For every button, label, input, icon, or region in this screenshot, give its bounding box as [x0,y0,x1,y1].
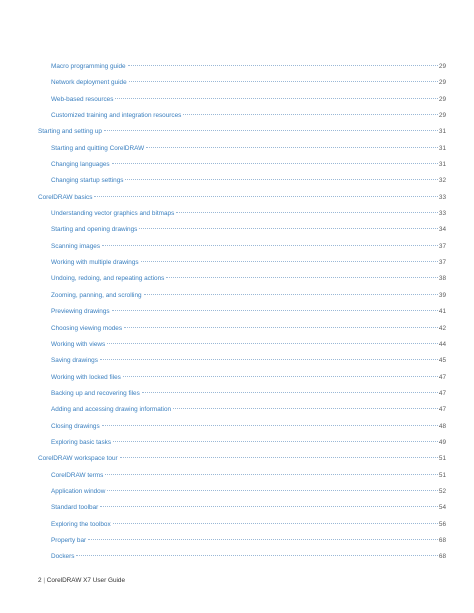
toc-entry-page-number[interactable]: 56 [438,520,446,528]
dot-leader [173,408,438,409]
toc-entry[interactable] [0,222,474,238]
toc-entry-title[interactable]: Working with views [51,340,106,348]
toc-entry[interactable] [0,419,474,435]
toc-entry-title[interactable]: Application window [51,487,106,495]
toc-entry-title[interactable]: Undoing, redoing, and repeating actions [51,275,165,283]
toc-entry[interactable] [0,500,474,516]
toc-entry-page-number[interactable]: 45 [438,357,446,365]
toc-entry-page-number[interactable]: 29 [438,95,446,103]
toc-entry[interactable] [0,271,474,287]
toc-entry-page-number[interactable]: 31 [438,144,446,152]
toc-entry-page-number[interactable]: 29 [438,112,446,120]
toc-entry-title[interactable]: Web-based resources [51,95,114,103]
footer-document-title: CorelDRAW X7 User Guide [46,577,126,584]
dot-leader [112,310,438,311]
toc-entry-page-number[interactable]: 68 [438,553,446,561]
dot-leader [76,555,437,556]
toc-entry-page-number[interactable]: 32 [438,177,446,185]
toc-entry-page-number[interactable]: 54 [438,504,446,512]
toc-entry[interactable] [0,304,474,320]
toc-entry-page-number[interactable]: 51 [438,471,446,479]
toc-entry[interactable] [0,108,474,124]
toc-entry[interactable] [0,59,474,75]
toc-entry[interactable] [0,173,474,189]
toc-entry[interactable] [0,353,474,369]
toc-entry-title[interactable]: Zooming, panning, and scrolling [51,291,142,299]
toc-entry[interactable] [0,370,474,386]
dot-leader [124,327,438,328]
toc-entry[interactable] [0,533,474,549]
toc-entry-title[interactable]: Scanning images [51,242,101,250]
toc-entry[interactable] [0,549,474,565]
toc-section-entry[interactable] [0,124,474,140]
dot-leader [88,539,438,540]
toc-entry-page-number[interactable]: 68 [438,536,446,544]
toc-entry-page-number[interactable]: 33 [438,193,446,201]
toc-entry[interactable] [0,337,474,353]
toc-entry-page-number[interactable]: 52 [438,487,446,495]
toc-entry-title[interactable]: Adding and accessing drawing information [51,406,172,414]
toc-entry[interactable] [0,386,474,402]
toc-entry-title[interactable]: Working with multiple drawings [51,259,139,267]
toc-entry-page-number[interactable]: 42 [438,324,446,332]
dot-leader [100,506,438,507]
footer-page-number: 2 [38,577,42,584]
toc-entry-title[interactable]: Network deployment guide [51,79,127,87]
toc-entry-title[interactable]: CorelDRAW workspace tour [38,455,118,463]
toc-entry-title[interactable]: Saving drawings [51,357,98,365]
dot-leader [113,523,438,524]
toc-entry-page-number[interactable]: 39 [438,291,446,299]
toc-entry-page-number[interactable]: 44 [438,340,446,348]
toc-entry-page-number[interactable]: 37 [438,259,446,267]
toc-entry[interactable] [0,435,474,451]
dot-leader [100,359,438,360]
toc-entry-page-number[interactable]: 41 [438,308,446,316]
dot-leader [142,392,438,393]
toc-entry-page-number[interactable]: 38 [438,275,446,283]
toc-entry[interactable] [0,92,474,108]
dot-leader [102,245,438,246]
toc-entry-title[interactable]: CorelDRAW basics [38,193,93,201]
footer-separator: | [43,577,46,584]
toc-entry-title[interactable]: Working with locked files [51,373,121,381]
toc-entry-title[interactable]: Choosing viewing modes [51,324,123,332]
dot-leader [139,228,438,229]
toc-entry-page-number[interactable]: 31 [438,161,446,169]
toc-entry[interactable] [0,206,474,222]
table-of-contents [0,59,474,566]
toc-entry-page-number[interactable]: 37 [438,242,446,250]
dot-leader [128,65,438,66]
toc-entry-title[interactable]: Starting and setting up [38,128,102,136]
toc-entry[interactable] [0,75,474,91]
dot-leader [94,196,437,197]
toc-entry[interactable] [0,141,474,157]
dot-leader [107,490,438,491]
toc-entry[interactable] [0,255,474,271]
toc-entry[interactable] [0,484,474,500]
toc-entry-title[interactable]: CorelDRAW terms [51,471,104,479]
toc-entry[interactable] [0,157,474,173]
toc-entry-page-number[interactable]: 31 [438,128,446,136]
toc-entry[interactable] [0,517,474,533]
toc-entry-page-number[interactable]: 29 [438,63,446,70]
toc-entry-page-number[interactable]: 33 [438,210,446,218]
dot-leader [166,277,438,278]
toc-entry-title[interactable]: Closing drawings [51,422,100,430]
toc-entry[interactable] [0,239,474,255]
toc-entry-title[interactable]: Changing languages [51,161,110,169]
toc-entry-page-number[interactable]: 34 [438,226,446,234]
dot-leader [105,474,438,475]
toc-entry-title[interactable]: Understanding vector graphics and bitmaps [51,210,175,218]
toc-entry-title[interactable]: Starting and quitting CorelDRAW [51,144,145,152]
toc-entry-page-number[interactable]: 47 [438,406,446,414]
page-footer [38,577,125,584]
toc-entry[interactable] [0,402,474,418]
toc-entry-title[interactable]: Property bar [51,536,87,544]
toc-entry-page-number[interactable]: 29 [438,79,446,87]
dot-leader [107,343,438,344]
toc-entry[interactable] [0,321,474,337]
toc-entry-title[interactable]: Dockers [51,553,75,561]
toc-entry[interactable] [0,288,474,304]
toc-entry-title[interactable]: Macro programming guide [51,63,126,70]
toc-entry-title[interactable]: Starting and opening drawings [51,226,138,234]
toc-entry-title[interactable]: Changing startup settings [51,177,124,185]
toc-entry-title[interactable]: Standard toolbar [51,504,99,512]
toc-entry-page-number[interactable]: 47 [438,373,446,381]
toc-entry-page-number[interactable]: 49 [438,438,446,446]
dot-leader [176,212,438,213]
dot-leader [120,457,438,458]
dot-leader [113,441,438,442]
dot-leader [146,147,438,148]
toc-entry-title[interactable]: Exploring basic tasks [51,438,112,446]
dot-leader [115,98,437,99]
toc-section-entry[interactable] [0,451,474,467]
dot-leader [144,294,438,295]
dot-leader [104,130,438,131]
dot-leader [183,114,438,115]
toc-entry-title[interactable]: Customized training and integration resources [51,112,182,120]
toc-entry[interactable] [0,468,474,484]
toc-entry-page-number[interactable]: 47 [438,389,446,397]
dot-leader [129,81,438,82]
dot-leader [102,425,438,426]
dot-leader [141,261,438,262]
dot-leader [112,163,438,164]
toc-entry-title[interactable]: Exploring the toolbox [51,520,111,528]
dot-leader [125,179,437,180]
toc-entry-title[interactable]: Backing up and recovering files [51,389,140,397]
toc-section-entry[interactable] [0,190,474,206]
toc-entry-page-number[interactable]: 48 [438,422,446,430]
toc-entry-page-number[interactable]: 51 [438,455,446,463]
dot-leader [123,376,438,377]
toc-entry-title[interactable]: Previewing drawings [51,308,110,316]
